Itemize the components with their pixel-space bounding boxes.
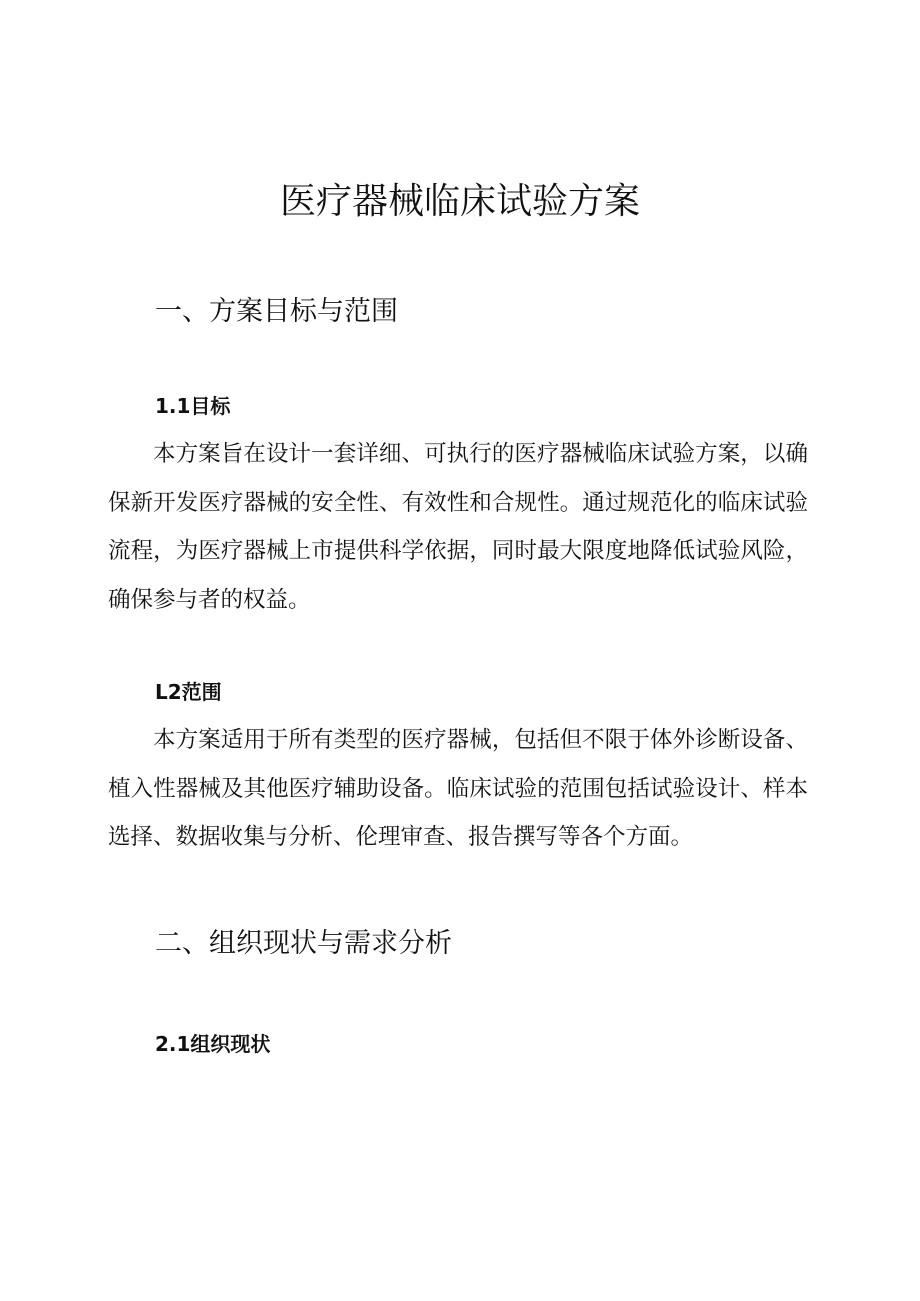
document-title: 医疗器械临床试验方案 <box>279 181 640 222</box>
subsection-heading-2-1: 2.1组织现状 <box>155 1032 271 1056</box>
section-heading-1: 一、方案目标与范围 <box>155 296 398 327</box>
subsection-heading-1-1: 1.1目标 <box>155 394 231 418</box>
paragraph-goal: 本方案旨在设计一套详细、可执行的医疗器械临床试验方案，以确保新开发医疗器械的安全性、有效性和合规性。通过规范化的临床试验流程，为医疗器械上市提供科学依据，同时最大限度地降低试验风险，确保参与者的权益。 <box>108 441 808 613</box>
paragraph-scope: 本方案适用于所有类型的医疗器械，包括但不限于体外诊断设备、植入性器械及其他医疗辅助设备。临床试验的范围包括试验设计、样本选择、数据收集与分析、伦理审查、报告撰写等各个方面。 <box>108 727 808 850</box>
section-heading-2: 二、组织现状与需求分析 <box>155 928 452 959</box>
subsection-heading-1-2: L2范围 <box>155 680 222 704</box>
